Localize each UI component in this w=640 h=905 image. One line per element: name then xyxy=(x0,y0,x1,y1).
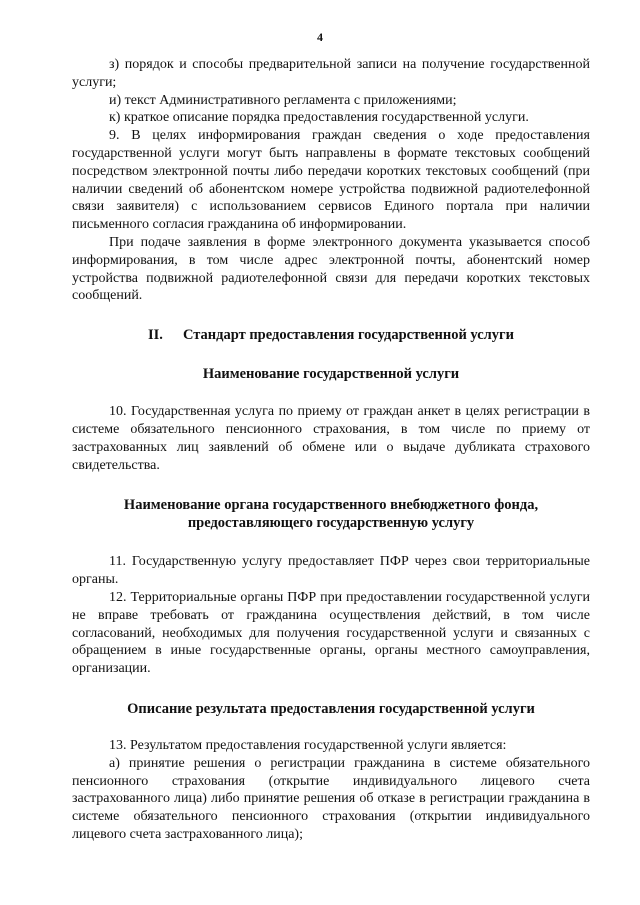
paragraph-13a: а) принятие решения о регистрации гражданина в системе обязательного пенсионного страхования (открытие индивидуального лицевого счета застрахованного лица) либо принятие решения об отказе в регистрации гражданина в системе обязательного пенсионного страхования (открытии индивидуального лицевого счета застрахованного лица); xyxy=(72,755,590,842)
heading-service-name: Наименование государственной услуги xyxy=(202,366,460,383)
paragraph-i: и) текст Административного регламента с приложениями; xyxy=(109,92,457,108)
section-title: Стандарт предоставления государственной услуги xyxy=(182,327,514,344)
section-number: II. xyxy=(148,327,163,344)
paragraph-12: 12. Территориальные органы ПФР при предоставлении государственной услуги не вправе требовать от гражданина осуществления действий, в том числе согласований, необходимых для получения государственной услуги и связанных с обращением в иные государственные органы, органы местного самоуправления, организации. xyxy=(72,589,590,677)
section-heading xyxy=(72,326,590,344)
paragraph-9: 9. В целях информирования граждан сведения о ходе предоставления государственной услуги могут быть направлены в формате текстовых сообщений посредством электронной почты либо передачи коротких текстовых сообщений (при наличии сведений об абонентском номере устройства подвижной радиотелефонной связи заявителя) с использованием сервисов Единого портала при наличии письменного согласия гражданина об информировании. xyxy=(72,128,590,233)
document-body xyxy=(72,56,590,844)
paragraph-11: 11. Государственную услугу предоставляет ПФР через свои территориальные органы. xyxy=(72,554,590,588)
paragraph-z: з) порядок и способы предварительной записи на получение государственной услуги; xyxy=(72,57,590,90)
heading-authority xyxy=(72,496,590,532)
heading-authority-line2: предоставляющего государственную услугу xyxy=(187,515,475,532)
page-number: 4 xyxy=(317,30,323,44)
heading-authority-line1: Наименование органа государственного внебюджетного фонда, xyxy=(123,497,539,514)
paragraph-10: 10. Государственная услуга по приему от граждан анкет в целях регистрации в системе обязательного пенсионного страхования, в том числе по приему от застрахованных лиц заявлений об обмене или о выдаче дубликата страхового свидетельства. xyxy=(72,404,590,473)
heading-result: Описание результата предоставления государственной услуги xyxy=(127,700,535,717)
paragraph-k: к) краткое описание порядка предоставления государственной услуги. xyxy=(109,110,529,126)
paragraph-13: 13. Результатом предоставления государственной услуги является: xyxy=(109,737,507,753)
paragraph-electronic-submission: При подаче заявления в форме электронного документа указывается способ информирования, в том числе адрес электронной почты, абонентский номер устройства подвижной радиотелефонной связи для передачи коротких текстовых сообщений. xyxy=(72,234,590,304)
